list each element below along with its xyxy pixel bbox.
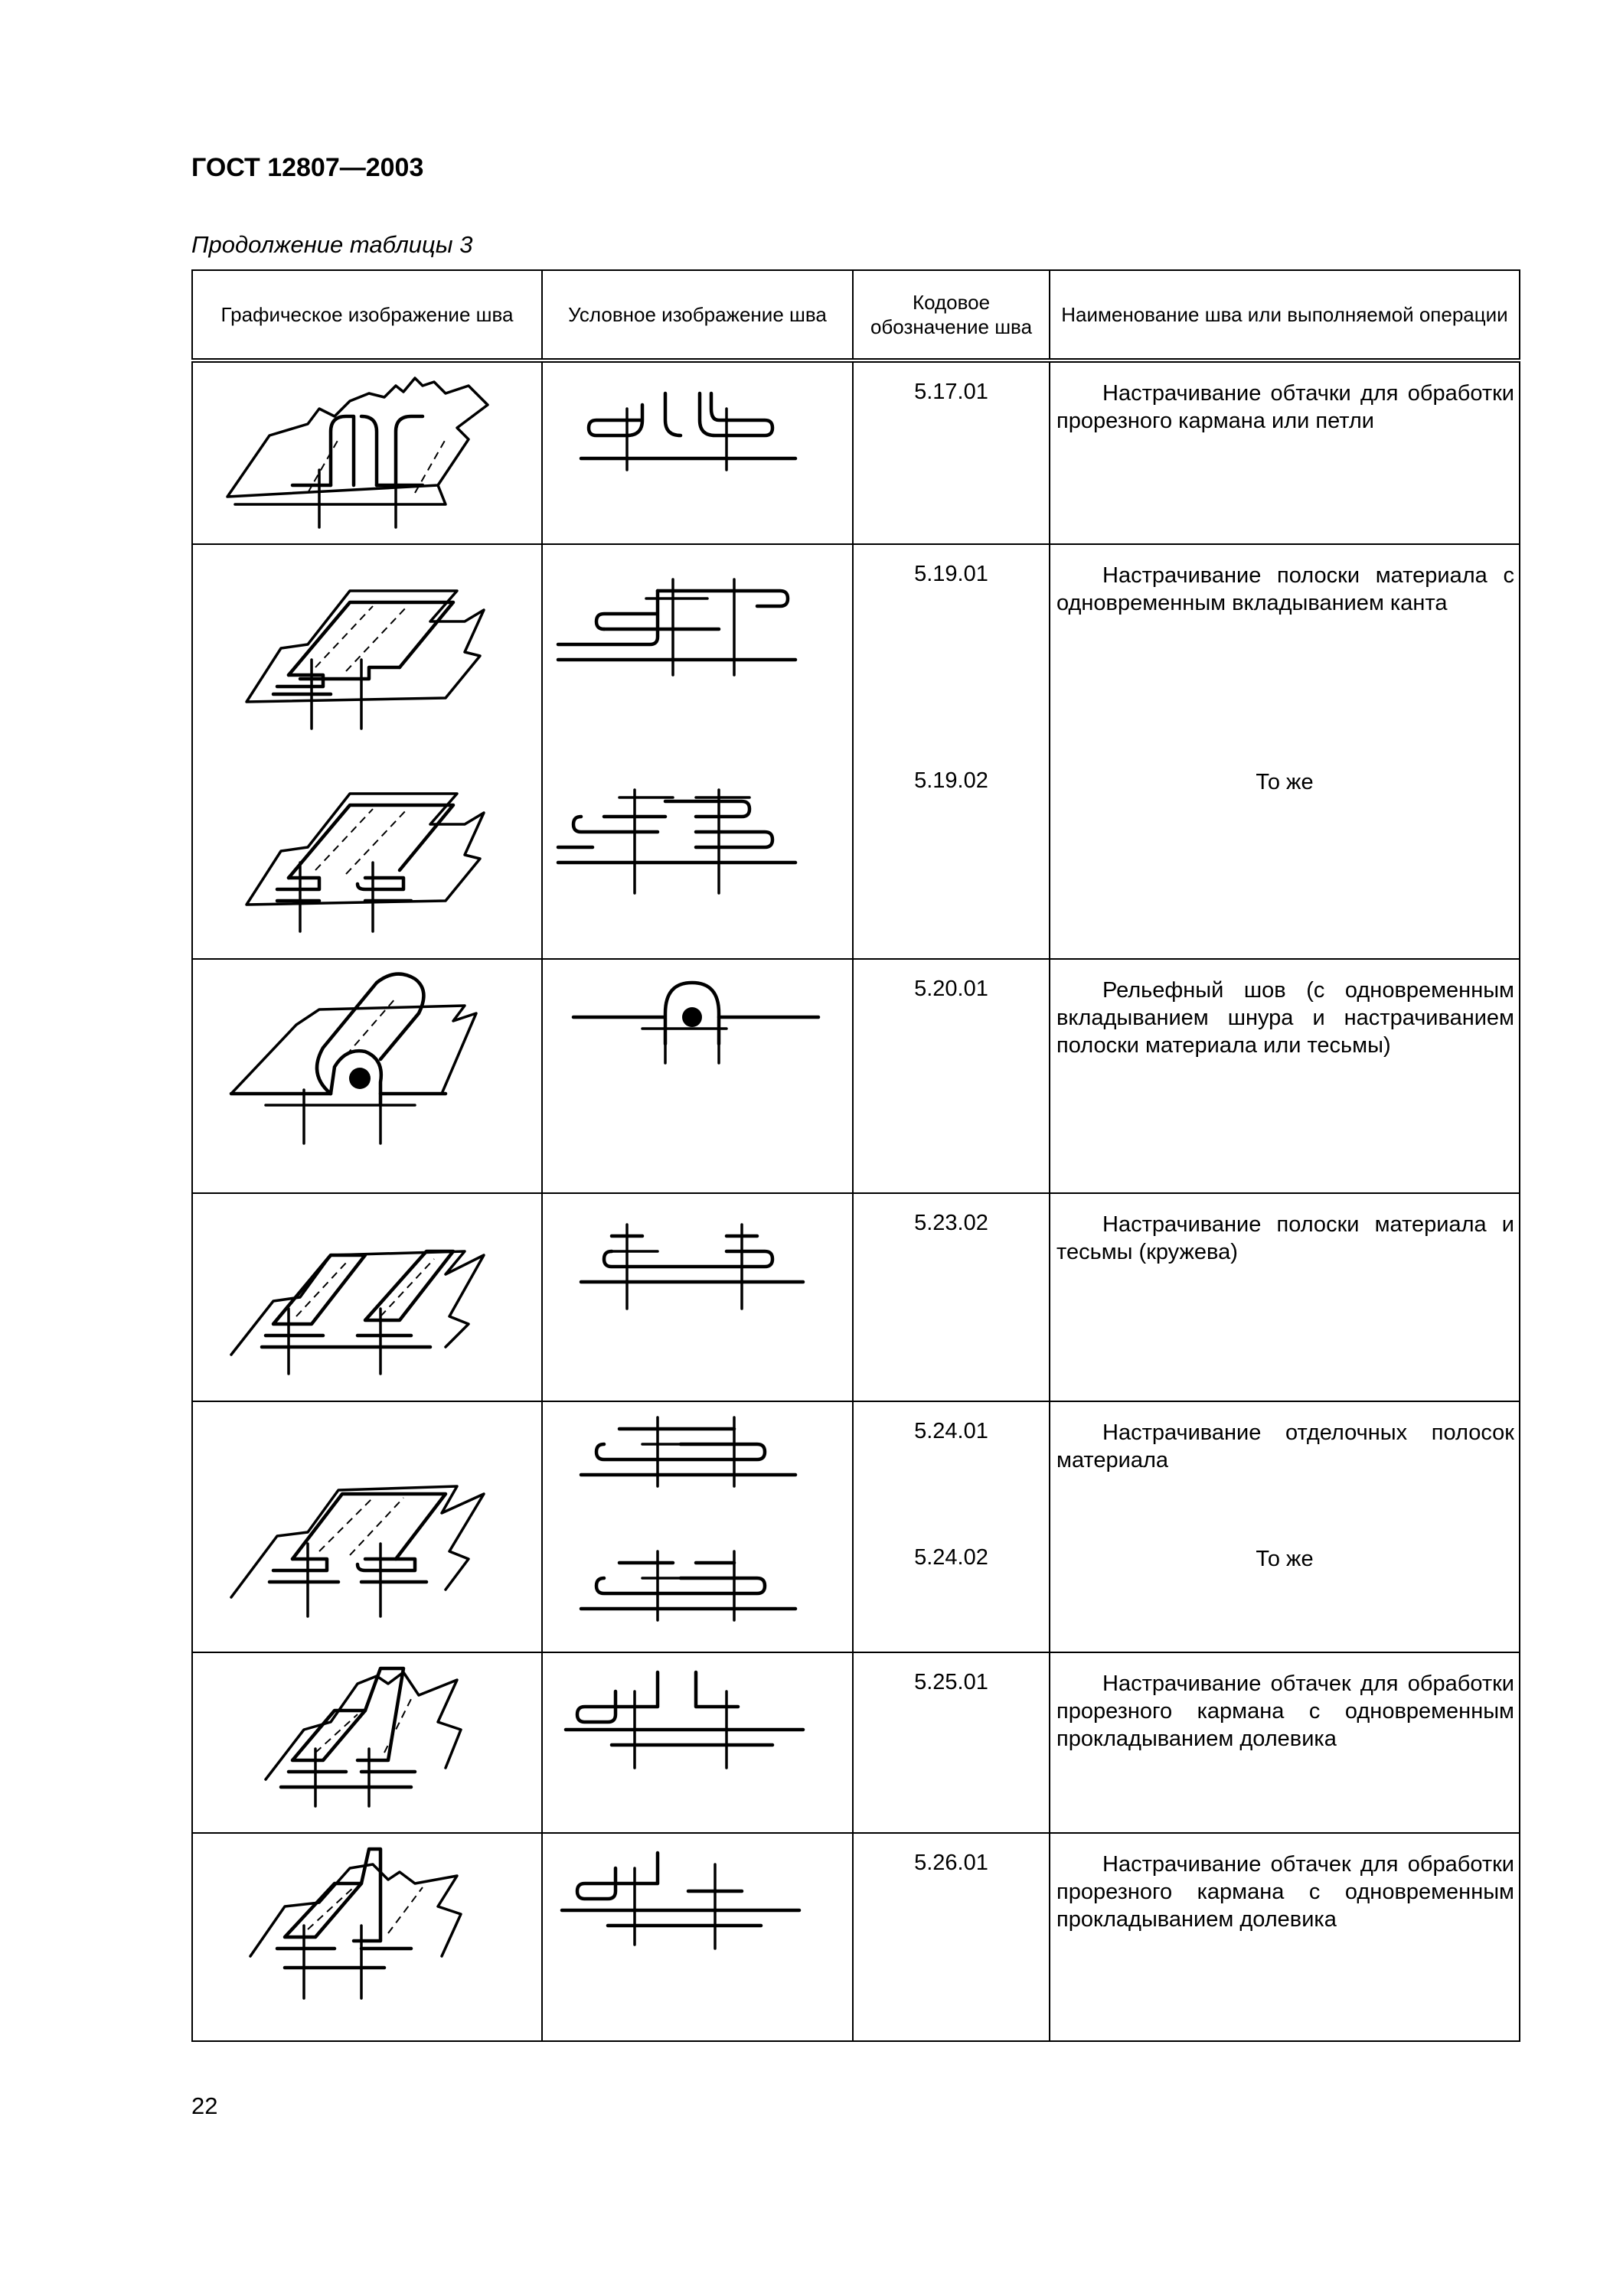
seam-code-cell [853, 360, 1050, 544]
seam-code-cell [853, 959, 1050, 1193]
column-header-graphic: Графическое изображение шва [192, 270, 542, 360]
seam-name: Настрачивание полоски материала с одновременным вкладыванием канта [1056, 563, 1514, 615]
seam-name: Рельефный шов (с одновременным вкладыванием шнура и настрачиванием полоски материала или тесьмы) [1056, 978, 1514, 1058]
seam-graphic-cell [192, 959, 542, 1193]
seam-code: 5.19.01 [914, 562, 988, 586]
seam-symbol-5-26-01 [543, 1834, 852, 2039]
seam-code-cell [853, 1401, 1050, 1652]
seam-symbol-cell [542, 1193, 853, 1401]
seam-symbol-5-19-01-02 [543, 545, 852, 957]
seam-name-cell [1050, 1401, 1520, 1652]
page-number: 22 [191, 2092, 218, 2119]
column-header-code: Кодовое обозначение шва [853, 270, 1050, 360]
seam-graphic-5-19-01-02 [193, 545, 541, 957]
seam-symbol-cell [542, 1652, 853, 1833]
seam-graphic-5-20-01 [193, 960, 541, 1191]
seam-graphic-5-24-01-02 [193, 1402, 541, 1650]
seam-code: 5.24.02 [914, 1545, 988, 1570]
seam-name: Настрачивание обтачек для обработки прорезного кармана с одновременным прокладыванием долевика [1056, 1671, 1514, 1751]
seam-graphic-cell [192, 1652, 542, 1833]
seam-code: 5.20.01 [914, 977, 988, 1001]
column-header-name: Наименование шва или выполняемой операции [1050, 270, 1520, 360]
seam-code: 5.26.01 [914, 1851, 988, 1875]
seam-symbol-5-25-01 [543, 1653, 852, 1831]
seam-graphic-cell [192, 544, 542, 959]
seam-code-cell [853, 1833, 1050, 2041]
seam-code-cell [853, 1193, 1050, 1401]
table-row [192, 544, 1520, 959]
document-title: ГОСТ 12807—2003 [191, 153, 424, 182]
seam-symbol-5-17-01 [543, 363, 852, 543]
seam-table [191, 269, 1520, 2042]
seam-graphic-5-26-01 [193, 1834, 541, 2039]
seam-symbol-cell [542, 360, 853, 544]
seam-graphic-5-25-01 [193, 1653, 541, 1831]
seam-symbol-5-23-02 [543, 1194, 852, 1399]
seam-name-cell [1050, 544, 1520, 959]
seam-symbol-5-20-01 [543, 960, 852, 1191]
seam-name: То же [1256, 1547, 1314, 1571]
table-row [192, 1833, 1520, 2041]
seam-symbol-5-24-01-02 [543, 1402, 852, 1650]
seam-name: То же [1256, 770, 1314, 794]
seam-code: 5.19.02 [914, 768, 988, 793]
seam-symbol-cell [542, 1401, 853, 1652]
seam-name: Настрачивание отделочных полосок материала [1056, 1420, 1514, 1473]
seam-name-cell [1050, 959, 1520, 1193]
seam-graphic-cell [192, 360, 542, 544]
column-header-symbol: Условное изображение шва [542, 270, 853, 360]
seam-code: 5.23.02 [914, 1211, 988, 1235]
table-row [192, 1193, 1520, 1401]
seam-graphic-cell [192, 1401, 542, 1652]
seam-name-cell [1050, 360, 1520, 544]
seam-name-cell [1050, 1652, 1520, 1833]
seam-code: 5.25.01 [914, 1670, 988, 1694]
seam-name-cell [1050, 1193, 1520, 1401]
seam-graphic-5-23-02 [193, 1194, 541, 1399]
seam-symbol-cell [542, 959, 853, 1193]
table-row [192, 1401, 1520, 1652]
seam-symbol-cell [542, 1833, 853, 2041]
seam-code-cell [853, 1652, 1050, 1833]
seam-graphic-5-17-01 [193, 363, 541, 543]
seam-symbol-cell [542, 544, 853, 959]
table-row [192, 1652, 1520, 1833]
seam-name: Настрачивание обтачки для обработки прорезного кармана или петли [1056, 381, 1514, 433]
table-row [192, 959, 1520, 1193]
seam-code: 5.17.01 [914, 380, 988, 404]
seam-name: Настрачивание полоски материала и тесьмы (кружева) [1056, 1212, 1514, 1264]
table-caption: Продолжение таблицы 3 [191, 231, 473, 258]
seam-graphic-cell [192, 1193, 542, 1401]
table-row [192, 360, 1520, 544]
table-header-row [192, 270, 1520, 360]
seam-name-cell [1050, 1833, 1520, 2041]
seam-graphic-cell [192, 1833, 542, 2041]
seam-code: 5.24.01 [914, 1419, 988, 1443]
seam-code-cell [853, 544, 1050, 959]
seam-name: Настрачивание обтачек для обработки прорезного кармана с одновременным прокладыванием долевика [1056, 1852, 1514, 1932]
